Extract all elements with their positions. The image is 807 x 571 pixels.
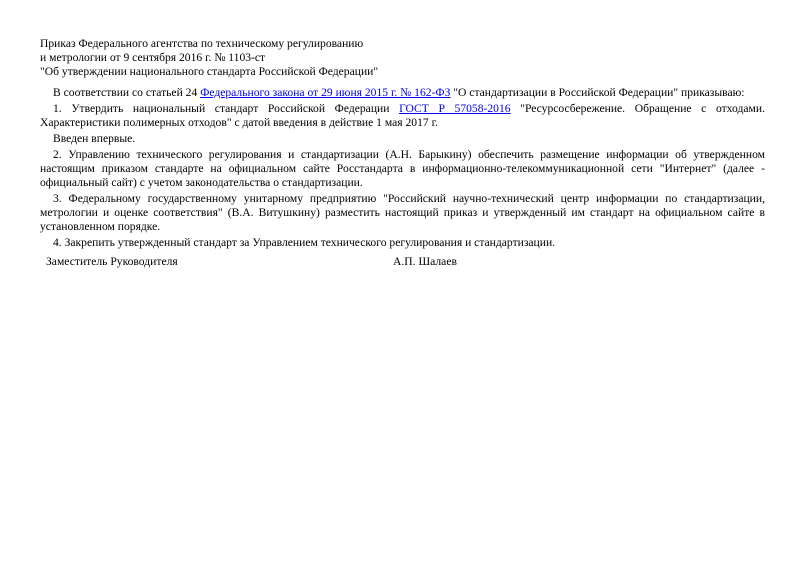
title-line-2: и метрологии от 9 сентября 2016 г. № 1103-ст [40, 51, 266, 64]
signatory-position: Заместитель Руководителя [46, 255, 178, 268]
signatory-name: А.П. Шалаев [393, 255, 457, 268]
gost-standard-link[interactable]: ГОСТ Р 57058-2016 [399, 102, 511, 115]
title-line-3: "Об утверждении национального стандарта Российской Федерации" [40, 65, 379, 78]
signature-block [40, 255, 765, 269]
item-1-text-after: "Ресурсосбережение. Обращение с отходами. Характеристики полимерных отходов" с датой введения в действие 1 мая 2017 г. [40, 102, 765, 129]
federal-law-link[interactable]: Федерального закона от 29 июня 2015 г. № 162-ФЗ [200, 86, 451, 99]
title-line-1: Приказ Федерального агентства по техническому регулированию [40, 37, 364, 50]
item-3-paragraph: 3. Федеральному государственному унитарному предприятию "Российский научно-технический центр информации по стандартизации, метрологии и оценке соответствия" (В.А. Витушкину) разместить настоящий приказ и утвержденный им стандарт на официальном сайте в установленном порядке. [40, 192, 765, 233]
document-title [40, 37, 765, 79]
item-2-paragraph: 2. Управлению технического регулирования и стандартизации (А.Н. Барыкину) обеспечить размещение информации об утвержденном настоящим приказом стандарте на официальном сайте Росстандарта в информационно-телекоммуникационной сети "Интернет" (далее - официальный сайт) с учетом законодательства о стандартизации. [40, 148, 765, 189]
note-introduced-first: Введен впервые. [53, 132, 136, 145]
item-1-text-before: 1. Утвердить национальный стандарт Российской Федерации [53, 102, 400, 115]
intro-text-after: "О стандартизации в Российской Федерации" приказываю: [450, 86, 745, 99]
intro-paragraph [40, 86, 765, 100]
intro-text-before: В соответствии со статьей 24 [53, 86, 201, 99]
item-4-paragraph: 4. Закрепить утвержденный стандарт за Управлением технического регулирования и стандартизации. [53, 236, 556, 249]
item-1-paragraph [40, 102, 765, 130]
